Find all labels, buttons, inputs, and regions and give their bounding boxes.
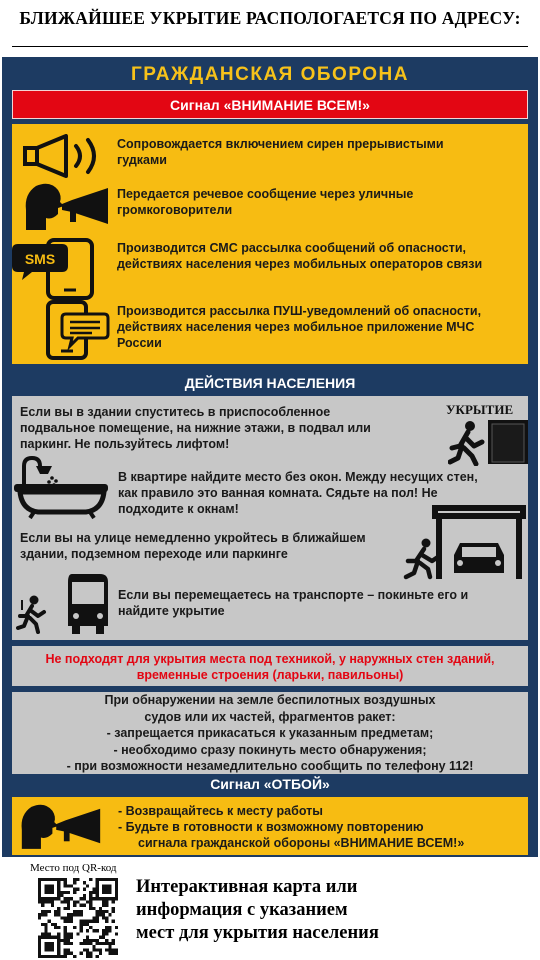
actions-heading: ДЕЙСТВИЯ НАСЕЛЕНИЯ bbox=[184, 375, 356, 391]
alert-sms-text: Производится СМС рассылка сообщений об опасности, действиях населения через мобильных операторов связи bbox=[117, 241, 483, 271]
push-phone-icon bbox=[44, 300, 110, 360]
signal-clear-heading: Сигнал «ОТБОЙ» bbox=[210, 776, 330, 792]
qr-label: Место под QR-код bbox=[30, 862, 117, 874]
action-building-text: Если вы в здании спуститесь в приспособленное подвальное помещение, на нижние этажи, в подвал или паркинг. Не пользуйтесь лифтом! bbox=[20, 405, 371, 451]
address-line bbox=[12, 46, 528, 47]
header-title: БЛИЖАЙШЕЕ УКРЫТИЕ РАСПОЛОГАЕТСЯ ПО АДРЕСУ: bbox=[19, 8, 521, 28]
bus-escape-icon bbox=[16, 572, 112, 636]
person-megaphone-icon-2 bbox=[18, 800, 104, 852]
footer-text: Интерактивная карта или информация с указанием мест для укрытия населения bbox=[136, 877, 379, 943]
sms-label: SMS bbox=[24, 251, 56, 267]
signal-attention-text: Сигнал «ВНИМАНИЕ ВСЕМ!» bbox=[170, 96, 370, 113]
parking-garage-icon bbox=[388, 505, 528, 581]
qr-code-icon[interactable] bbox=[38, 878, 118, 958]
poster-title: ГРАЖДАНСКАЯ ОБОРОНА bbox=[131, 64, 409, 85]
signal-attention-banner bbox=[12, 90, 528, 119]
shelter-door-icon bbox=[448, 418, 530, 466]
warning-text: Не подходят для укрытия места под техникой, у наружных стен зданий, временные строения (ларьки, павильоны) bbox=[45, 652, 495, 682]
loudspeaker-icon bbox=[22, 134, 112, 178]
sms-phone-icon bbox=[12, 236, 108, 300]
action-transport-text: Если вы перемещаетесь на транспорте – покиньте его и найдите укрытие bbox=[118, 588, 469, 618]
drone-text: При обнаружении на земле беспилотных воздушных судов или их частей, фрагментов ракет: - запрещается прикасаться к указанным предметам; - необходимо сразу покинуть место обнаружения; - при возможности незамедлительно сообщить по телефону 112! bbox=[66, 693, 474, 773]
alert-speech-text: Передается речевое сообщение через уличные громкоговорители bbox=[117, 187, 414, 217]
action-street-text: Если вы на улице немедленно укройтесь в ближайшем здании, подземном переходе или паркинге bbox=[20, 531, 366, 561]
alert-push-text: Производится рассылка ПУШ-уведомлений об опасности, действиях населения через мобильное приложение МЧС России bbox=[117, 304, 482, 350]
clear-items: - Возвращайтесь к месту работы - Будьте в готовности к возможному повторению сигнала гражданской обороны «ВНИМАНИЕ ВСЕМ!» bbox=[118, 804, 465, 850]
bathtub-icon bbox=[12, 454, 112, 520]
action-apartment-text: В квартире найдите место без окон. Между несущих стен, как правило это ванная комната. Сядьте на пол! Не подходите к окнам! bbox=[118, 470, 478, 516]
person-megaphone-icon bbox=[22, 180, 112, 232]
shelter-label: УКРЫТИЕ bbox=[446, 402, 514, 417]
alert-siren-text: Сопровождается включением сирен прерывистыми гудками bbox=[117, 137, 444, 167]
